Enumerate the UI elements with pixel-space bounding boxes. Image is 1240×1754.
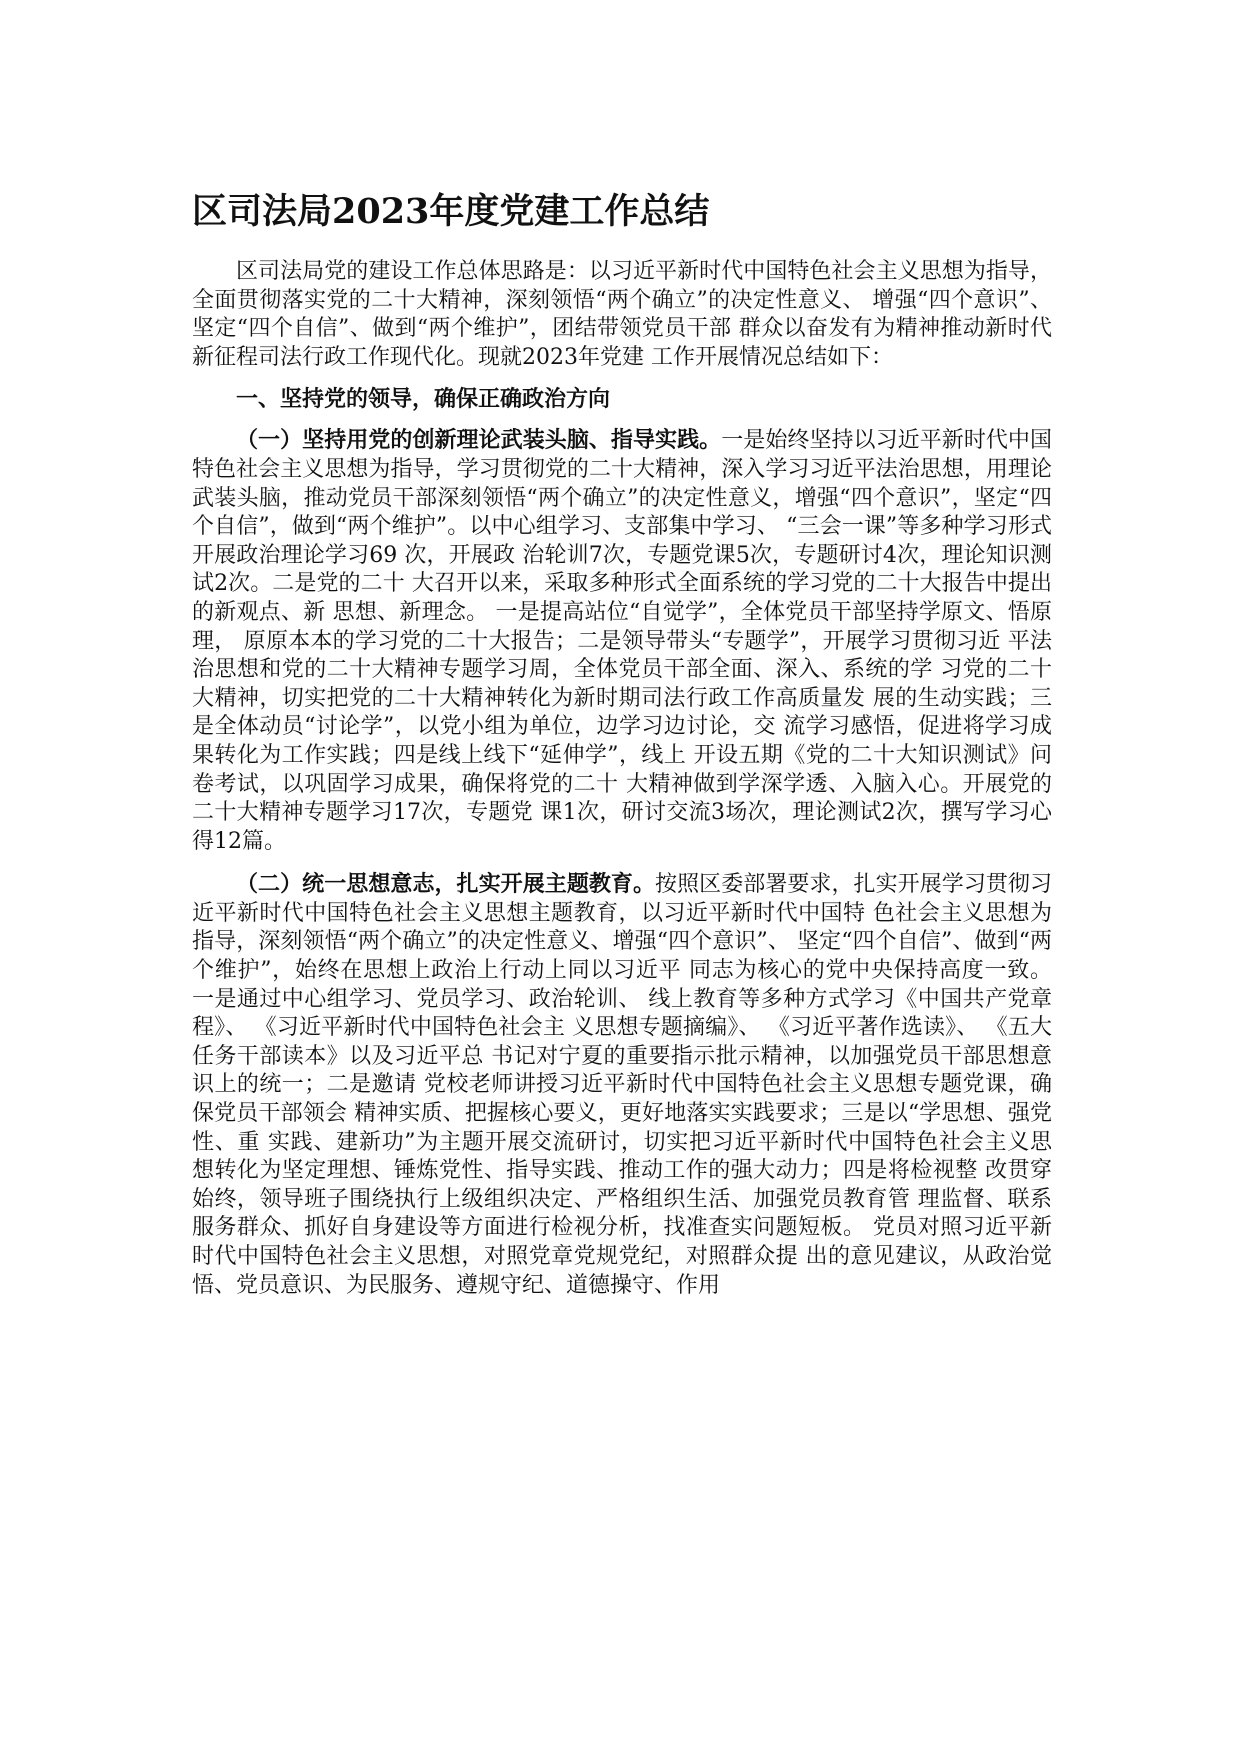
subsection-heading-2: （二）统一思想意志，扎实开展主题教育。 (236, 871, 656, 898)
subsection-heading-1: （一）坚持用党的创新理论武装头脑、指导实践。 (236, 427, 722, 454)
document-title: 区司法局2023年度党建工作总结 (192, 191, 710, 232)
document-body (192, 186, 1052, 1314)
subsection-paragraph-2 (192, 870, 1052, 1300)
subsection-body-2: 按照区委部署要求，扎实开展学习贯彻习近平新时代中国特色社会主义思想主题教育，以习近平新时代中国特 色社会主义思想为指导，深刻领悟“两个确立”的决定性意义、增强“四个意识”、 坚定“四个自信”、做到“两个维护”，始终在思想上政治上行动上同以习近平 同志为核心的党中央保持高度一致。 一是通过中心组学习、党员学习、政治轮训、 线上教育等多种方式学习《中国共产党章程》、 《习近平新时代中国特色社会主 义思想专题摘编》、 《习近平著作选读》、 《五大任务干部读本》以及习近平总 书记对宁夏的重要指示批示精神，以加强党员干部思想意识上的统一；二是邀请 党校老师讲授习近平新时代中国特色社会主义思想专题党课，确保党员干部领会 精神实质、把握核心要义，更好地落实实践要求；三是以“学思想、强党性、重 实践、建新功”为主题开展交流研讨，切实把习近平新时代中国特色社会主义思 想转化为坚定理想、锤炼党性、指导实践、推动工作的强大动力；四是将检视整 改贯穿始终，领导班子围绕执行上级组织决定、严格组织生活、加强党员教育管 理监督、联系服务群众、抓好自身建设等方面进行检视分析，找准查实问题短板。 党员对照习近平新时代中国特色社会主义思想，对照党章党规党纪，对照群众提 出的意见建议，从政治觉悟、党员意识、为民服务、遵规守纪、道德操守、作用 (192, 872, 1052, 1298)
subsection-body-1: 一是始终坚持以习近平新时代中国特色社会主义思想为指导，学习贯彻党的二十大精神，深入学习习近平法治思想，用理论武装头脑，推动党员干部深刻领悟“两个确立”的决定性意义，增强“四个意识”，坚定“四个自信”，做到“两个维护”。以中心组学习、支部集中学习、 “三会一课”等多种学习形式开展政治理论学习69 次，开展政 治轮训7次，专题党课5次，专题研讨4次，理论知识测试2次。二是党的二十 大召开以来，采取多种形式全面系统的学习党的二十大报告中提出的新观点、新 思想、新理念。 一是提高站位“自觉学”，全体党员干部坚持学原文、悟原理， 原原本本的学习党的二十大报告；二是领导带头“专题学”，开展学习贯彻习近 平法治思想和党的二十大精神专题学习周，全体党员干部全面、深入、系统的学 习党的二十大精神，切实把党的二十大精神转化为新时期司法行政工作高质量发 展的生动实践；三是全体动员“讨论学”，以党小组为单位，边学习边讨论，交 流学习感悟，促进将学习成果转化为工作实践；四是线上线下“延伸学”，线上 开设五期《党的二十大知识测试》问卷考试，以巩固学习成果，确保将党的二十 大精神做到学深学透、入脑入心。开展党的二十大精神专题学习17次，专题党 课1次，研讨交流3场次，理论测试2次，撰写学习心得12篇。 (192, 428, 1052, 854)
subsection-paragraph-1 (192, 426, 1052, 856)
section-heading-1: 一、坚持党的领导，确保正确政治方向 (236, 386, 611, 413)
intro-paragraph: 区司法局党的建设工作总体思路是：以习近平新时代中国特色社会主义思想为指导，全面贯彻落实党的二十大精神，深刻领悟“两个确立”的决定性意义、 增强“四个意识”、坚定“四个自信”、做到“两个维护”，团结带领党员干部 群众以奋发有为精神推动新时代新征程司法行政工作现代化。现就2023年党建 工作开展情况总结如下： (192, 259, 1052, 370)
